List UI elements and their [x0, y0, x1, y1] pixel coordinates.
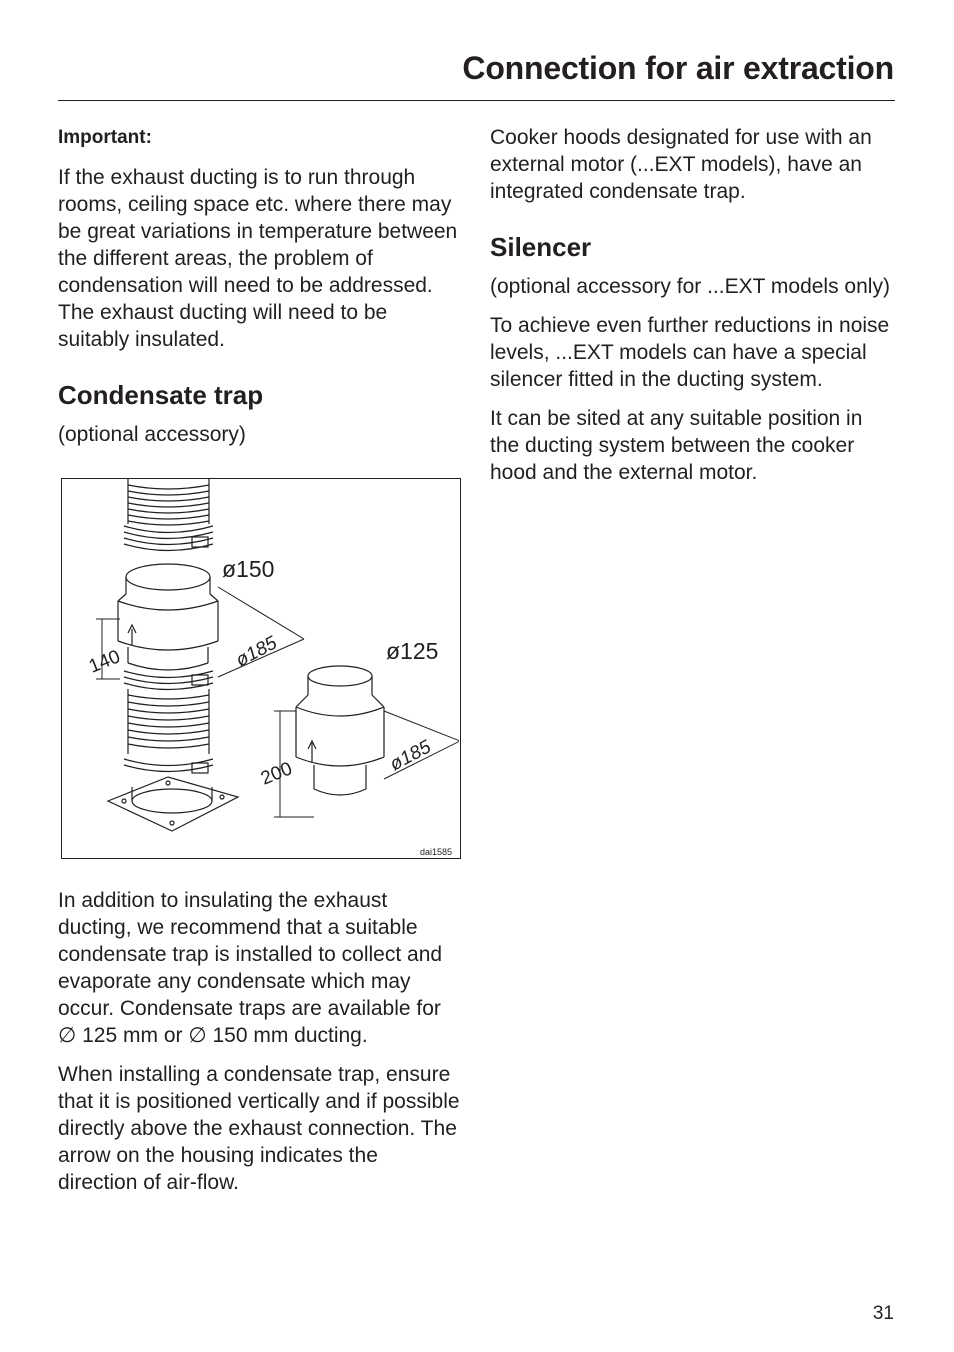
page-number: 31 [872, 1303, 894, 1324]
lower-left-text [58, 887, 463, 1208]
right-column [490, 124, 895, 498]
label-d185-left: ø185 [232, 632, 281, 672]
label-d150: ø150 [222, 556, 275, 582]
condensate-trap-figure [61, 478, 461, 859]
label-140: 140 [86, 646, 124, 678]
condensate-trap-heading: Condensate trap [58, 380, 264, 410]
condensate-note: (optional accessory) [58, 423, 246, 446]
silencer-paragraph-2: It can be sited at any suitable position in the ducting system between the cooker hood and the external motor. [490, 407, 863, 484]
title-rule [58, 100, 895, 101]
important-label: Important: [58, 127, 152, 148]
important-text: If the exhaust ducting is to run through rooms, ceiling space etc. where there may be great variations in temperature between the different areas, the problem of condensation will need to be addressed. The exhaust ducting will need to be suitably insulated. [58, 166, 458, 351]
upper-duct-hose [128, 479, 209, 525]
upper-clamp [124, 526, 213, 551]
lower-clamp [124, 759, 213, 773]
installation-paragraph: When installing a condensate trap, ensure that it is positioned vertically and if possible directly above the exhaust connection. The arrow on the housing indicates the direction of air-flow. [58, 1063, 460, 1194]
label-d125: ø125 [386, 638, 439, 664]
label-200: 200 [258, 758, 296, 790]
insulation-paragraph: In addition to insulating the exhaust ducting, we recommend that a suitable condensate trap is installed to collect and evaporate any condensate which may occur. Condensate traps are available for ∅ 125 mm or ∅ 150 mm ducting. [58, 889, 443, 1047]
page-title: Connection for air extraction [462, 50, 894, 86]
trap-150-body [118, 564, 218, 670]
middle-clamp [124, 671, 213, 690]
label-d185-right: ø185 [386, 736, 435, 776]
left-column [58, 124, 463, 460]
condensate-trap-illustration [62, 479, 459, 857]
silencer-note: (optional accessory for ...EXT models only) [490, 275, 890, 298]
trap-125-body [296, 666, 384, 795]
lower-duct-hose [128, 689, 209, 754]
figure-code: dai1585 [420, 847, 453, 857]
silencer-paragraph-1: To achieve even further reductions in noise levels, ...EXT models can have a special silencer fitted in the ducting system. [490, 314, 890, 391]
ext-models-intro: Cooker hoods designated for use with an external motor (...EXT models), have an integrated condensate trap. [490, 126, 872, 203]
silencer-heading: Silencer [490, 232, 592, 262]
base-plate [108, 777, 238, 831]
